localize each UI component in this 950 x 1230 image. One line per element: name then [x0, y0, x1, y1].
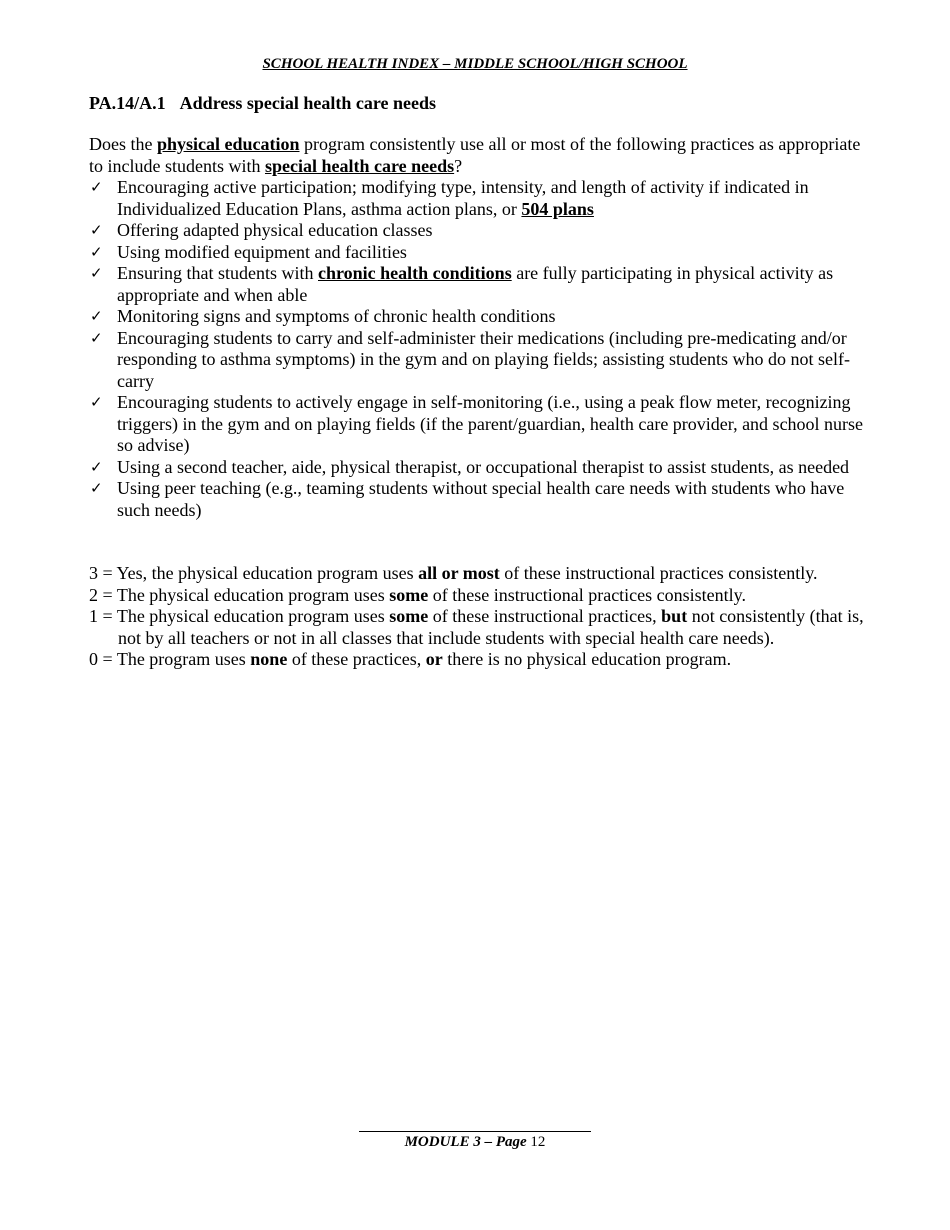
checkmark-icon: ✓ — [90, 393, 103, 411]
item-text: are fully participating in physical activity as appropriate and when able — [117, 263, 834, 305]
rating-option-0 — [89, 649, 879, 671]
rating-text: of these instructional practices consistently. — [428, 584, 746, 605]
rating-text: 1 = The physical education program uses — [89, 606, 390, 626]
checkmark-icon: ✓ — [90, 264, 103, 282]
question-part: ? — [454, 155, 463, 176]
glossary-term-physical-education[interactable]: physical education — [156, 134, 300, 154]
checklist-item — [89, 220, 869, 242]
rating-emphasis: but — [661, 606, 688, 626]
checklist-item — [89, 263, 869, 306]
question-part: Does the — [89, 134, 157, 154]
checklist-item — [89, 392, 869, 457]
section-heading — [89, 93, 436, 114]
rating-text: not consistently (that is, not by all teachers or not in all classes that include students with special health care needs). — [118, 606, 864, 648]
checkmark-icon: ✓ — [90, 479, 103, 497]
question-part: program consistently use all or most of the following practices as appropriate to include students with — [89, 134, 861, 176]
rating-text: 2 = The physical education program uses — [89, 584, 390, 605]
rating-text: of these instructional practices consistently. — [499, 563, 818, 583]
item-text: Using a second teacher, aide, physical therapist, or occupational therapist to assist students, as needed — [117, 456, 850, 477]
checkmark-icon: ✓ — [90, 242, 103, 261]
item-text: Encouraging students to carry and self-administer their medications (including pre-medicating and/or responding to asthma symptoms) in the gym and on playing fields; assisting students who do not self-carry — [117, 327, 850, 391]
rating-emphasis: some — [389, 584, 429, 605]
item-text: Using modified equipment and facilities — [117, 241, 407, 262]
checkmark-icon: ✓ — [90, 307, 103, 325]
checkmark-icon: ✓ — [90, 178, 103, 196]
rating-emphasis: or — [425, 649, 443, 669]
glossary-term-chronic-health-conditions[interactable]: chronic health conditions — [318, 263, 512, 283]
checklist-item — [89, 478, 869, 521]
rating-option-1 — [89, 606, 879, 649]
glossary-term-special-health-care-needs[interactable]: special health care needs — [264, 155, 455, 176]
section-title: Address special health care needs — [179, 93, 437, 113]
page-footer — [0, 1134, 950, 1151]
footer-divider — [359, 1131, 591, 1132]
rating-text: of these instructional practices, — [428, 606, 662, 626]
rating-option-3 — [89, 563, 879, 585]
checkmark-icon: ✓ — [90, 457, 103, 476]
checklist-item — [89, 242, 869, 264]
rating-text: 0 = The program uses — [89, 649, 251, 669]
rating-scale — [89, 563, 879, 671]
checklist-item — [89, 177, 869, 220]
rating-text: there is no physical education program. — [442, 649, 732, 669]
question-text — [89, 134, 869, 177]
item-text: Offering adapted physical education classes — [117, 220, 433, 240]
rating-text: of these practices, — [287, 649, 426, 669]
checklist-item — [89, 306, 869, 328]
rating-emphasis: none — [250, 649, 288, 669]
checkmark-icon: ✓ — [90, 328, 103, 347]
item-text: Using peer teaching (e.g., teaming students without special health care needs with students who have such needs) — [117, 478, 845, 520]
rating-emphasis: some — [389, 606, 429, 626]
practices-checklist — [89, 177, 869, 521]
rating-emphasis: all or most — [418, 563, 500, 583]
item-text: Ensuring that students with — [117, 263, 318, 283]
item-text: Encouraging active participation; modifying type, intensity, and length of activity if indicated in Individualized Education Plans, asthma action plans, or — [117, 177, 809, 219]
rating-option-2 — [89, 585, 879, 607]
page-header: SCHOOL HEALTH INDEX – MIDDLE SCHOOL/HIGH SCHOOL — [262, 56, 688, 72]
checklist-item — [89, 457, 869, 479]
checklist-item — [89, 328, 869, 393]
item-text: Monitoring signs and symptoms of chronic health conditions — [117, 306, 556, 326]
section-code: PA.14/A.1 — [89, 93, 166, 113]
item-text: Encouraging students to actively engage in self-monitoring (i.e., using a peak flow meter, recognizing triggers) in the gym and on playing fields (if the parent/guardian, health care provider, and school nurse so advise) — [117, 392, 864, 455]
footer-module-label: MODULE 3 – Page — [404, 1134, 527, 1150]
checkmark-icon: ✓ — [90, 221, 103, 239]
glossary-term-504-plans[interactable]: 504 plans — [521, 198, 594, 219]
footer-page-number: 12 — [530, 1134, 546, 1150]
rating-text: 3 = Yes, the physical education program uses — [89, 563, 419, 583]
